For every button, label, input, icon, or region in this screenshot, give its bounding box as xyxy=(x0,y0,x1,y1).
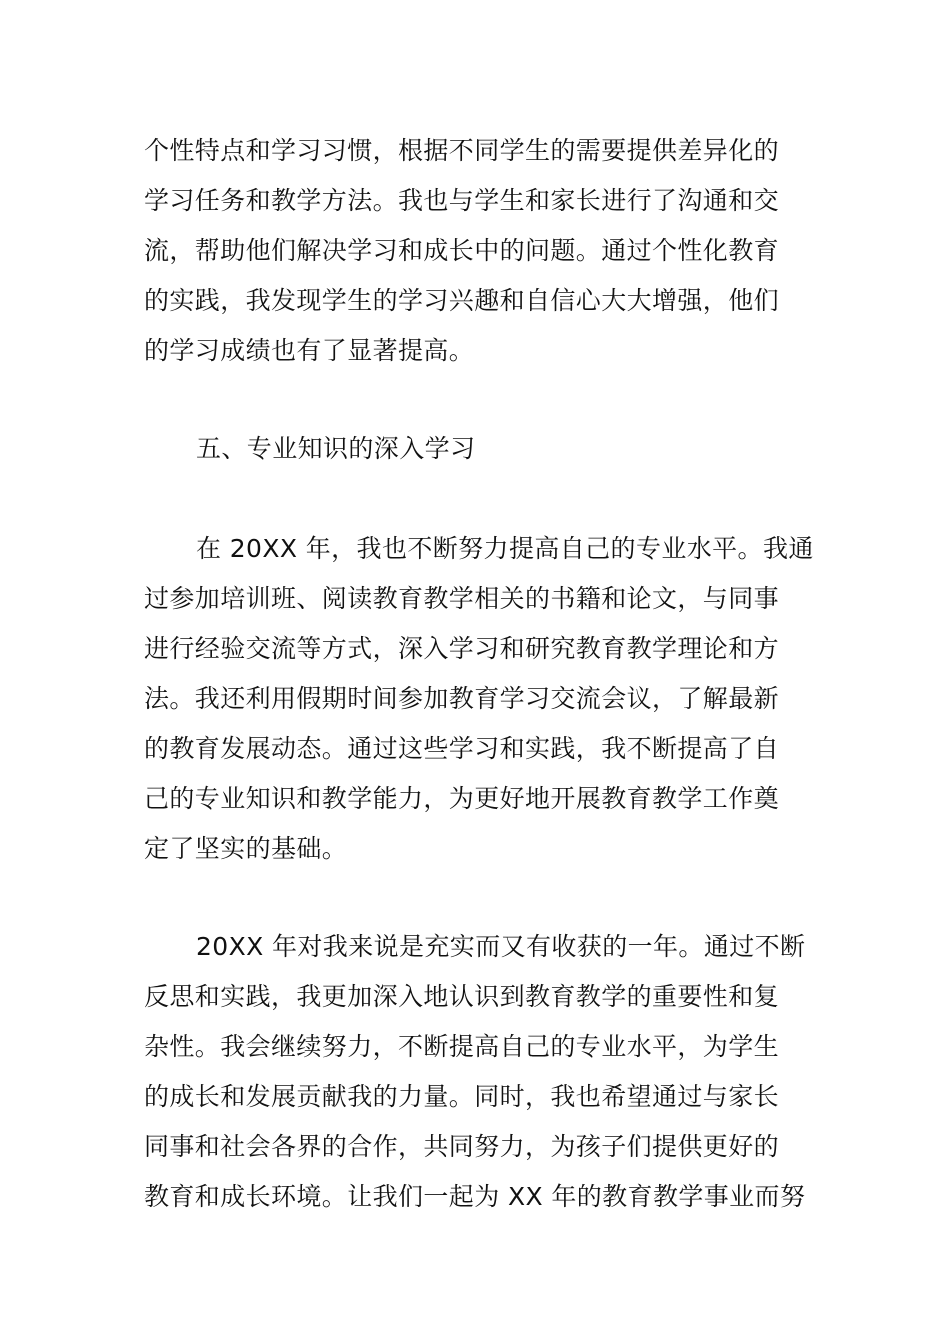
text-line: 同事和社会各界的合作，共同努力，为孩子们提供更好的 xyxy=(144,1132,780,1161)
text-line: 个性特点和学习习惯，根据不同学生的需要提供差异化的 xyxy=(144,136,780,165)
text-line: 过参加培训班、阅读教育教学相关的书籍和论文，与同事 xyxy=(144,584,780,613)
text-line: 的成长和发展贡献我的力量。同时，我也希望通过与家长 xyxy=(144,1082,780,1111)
text-line: 进行经验交流等方式，深入学习和研究教育教学理论和方 xyxy=(144,634,780,663)
text-line: 的教育发展动态。通过这些学习和实践，我不断提高了自 xyxy=(144,734,780,763)
text-line: 法。我还利用假期时间参加教育学习交流会议，了解最新 xyxy=(144,684,780,713)
text-line: 的学习成绩也有了显著提高。 xyxy=(144,336,475,365)
text-line: 学习任务和教学方法。我也与学生和家长进行了沟通和交 xyxy=(144,186,780,215)
text-line: 反思和实践，我更加深入地认识到教育教学的重要性和复 xyxy=(144,982,780,1011)
text-line: 流，帮助他们解决学习和成长中的问题。通过个性化教育 xyxy=(144,236,780,265)
text-line: 20XX 年对我来说是充实而又有收获的一年。通过不断 xyxy=(196,932,806,961)
text-line: 在 20XX 年，我也不断努力提高自己的专业水平。我通 xyxy=(196,534,814,563)
text-line: 教育和成长环境。让我们一起为 XX 年的教育教学事业而努 xyxy=(144,1182,806,1211)
text-line: 定了坚实的基础。 xyxy=(144,834,348,863)
text-line: 杂性。我会继续努力，不断提高自己的专业水平，为学生 xyxy=(144,1032,780,1061)
text-line: 己的专业知识和教学能力，为更好地开展教育教学工作奠 xyxy=(144,784,780,813)
text-line: 的实践，我发现学生的学习兴趣和自信心大大增强，他们 xyxy=(144,286,780,315)
section-heading: 五、专业知识的深入学习 xyxy=(196,434,476,463)
